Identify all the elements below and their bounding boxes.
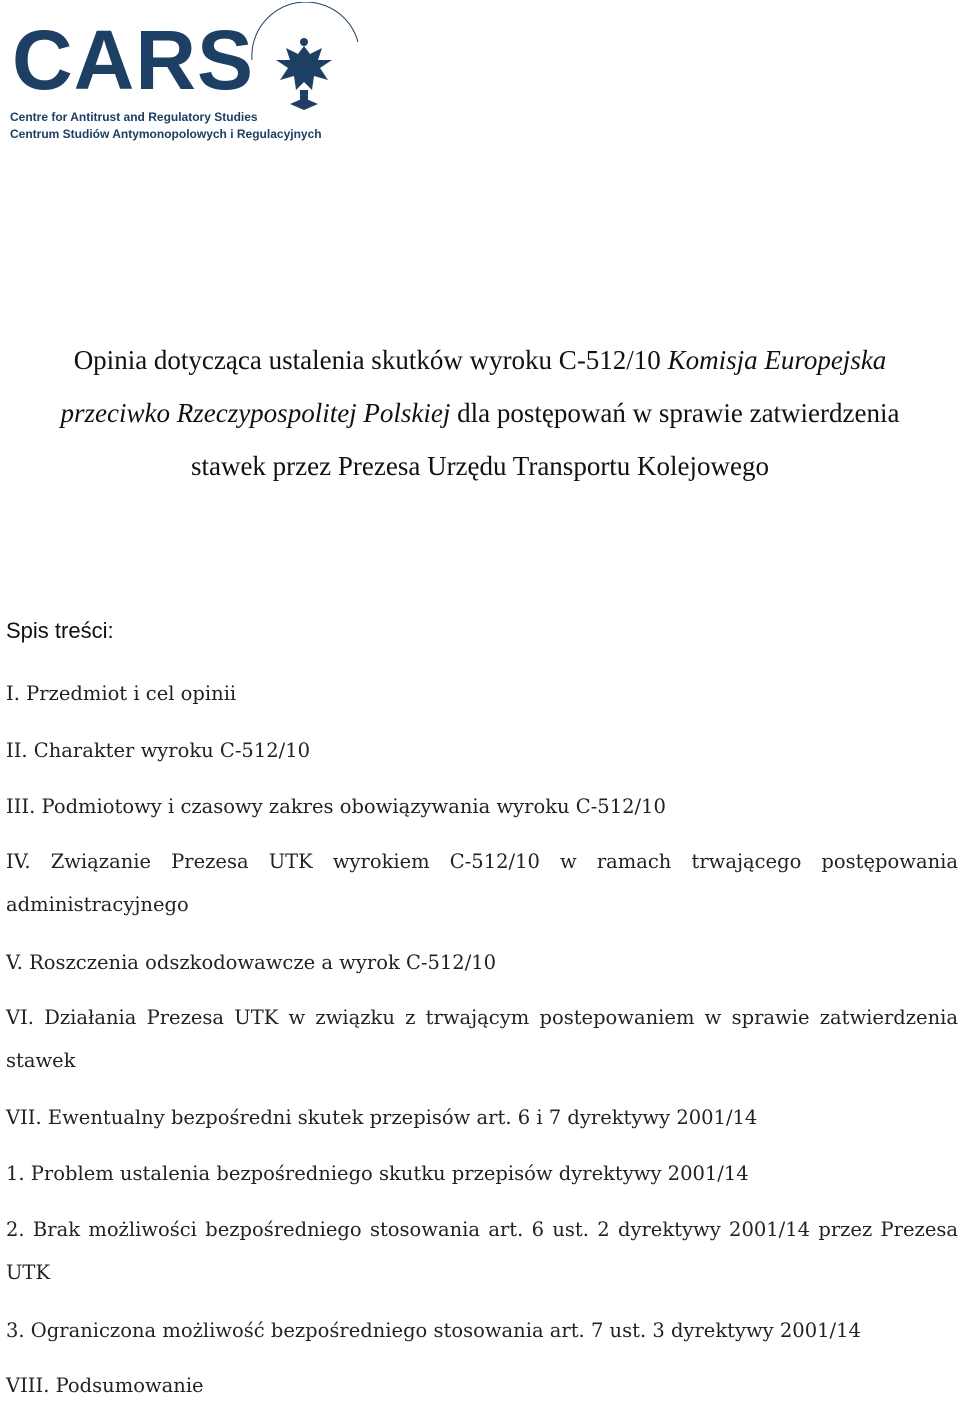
toc-item: 2. Brak możliwości bezpośredniego stosowania art. 6 ust. 2 dyrektywy 2001/14 przez Prezesa UTK — [6, 1218, 958, 1284]
header-logo-block — [8, 2, 368, 147]
cars-subtitle-pl: Centrum Studiów Antymonopolowych i Regulacyjnych — [10, 127, 322, 141]
cars-wordmark: CARS — [12, 13, 255, 107]
toc-item: VII. Ewentualny bezpośredni skutek przepisów art. 6 i 7 dyrektywy 2001/14 — [6, 1106, 758, 1129]
title-line-2: przeciwko Rzeczypospolitej Polskiej dla postępowań w sprawie zatwierdzenia — [60, 398, 900, 428]
toc-heading: Spis treści: — [6, 618, 114, 643]
title-line-3: stawek przez Prezesa Urzędu Transportu Kolejowego — [190, 451, 770, 481]
toc-item: 1. Problem ustalenia bezpośredniego skutku przepisów dyrektywy 2001/14 — [6, 1162, 749, 1185]
toc-item: II. Charakter wyroku C-512/10 — [6, 739, 311, 762]
toc-item: I. Przedmiot i cel opinii — [6, 682, 237, 705]
toc-item: V. Roszczenia odszkodowawcze a wyrok C-512/10 — [6, 951, 497, 974]
toc-item: IV. Związanie Prezesa UTK wyrokiem C-512/10 w ramach trwającego postępowania administracyjnego — [6, 850, 958, 916]
university-seal-icon — [240, 2, 368, 130]
title-line-1: Opinia dotycząca ustalenia skutków wyroku C-512/10 Komisja Europejska — [73, 345, 887, 375]
document-title — [0, 334, 960, 493]
toc-item: 3. Ograniczona możliwość bezpośredniego stosowania art. 7 ust. 3 dyrektywy 2001/14 — [6, 1319, 861, 1342]
toc-item: III. Podmiotowy i czasowy zakres obowiązywania wyroku C-512/10 — [6, 795, 666, 818]
cars-subtitle-en: Centre for Antitrust and Regulatory Studies — [10, 110, 258, 124]
toc-item: VIII. Podsumowanie — [6, 1374, 204, 1397]
toc-item: VI. Działania Prezesa UTK w związku z trwającym postepowaniem w sprawie zatwierdzenia stawek — [6, 1006, 958, 1072]
